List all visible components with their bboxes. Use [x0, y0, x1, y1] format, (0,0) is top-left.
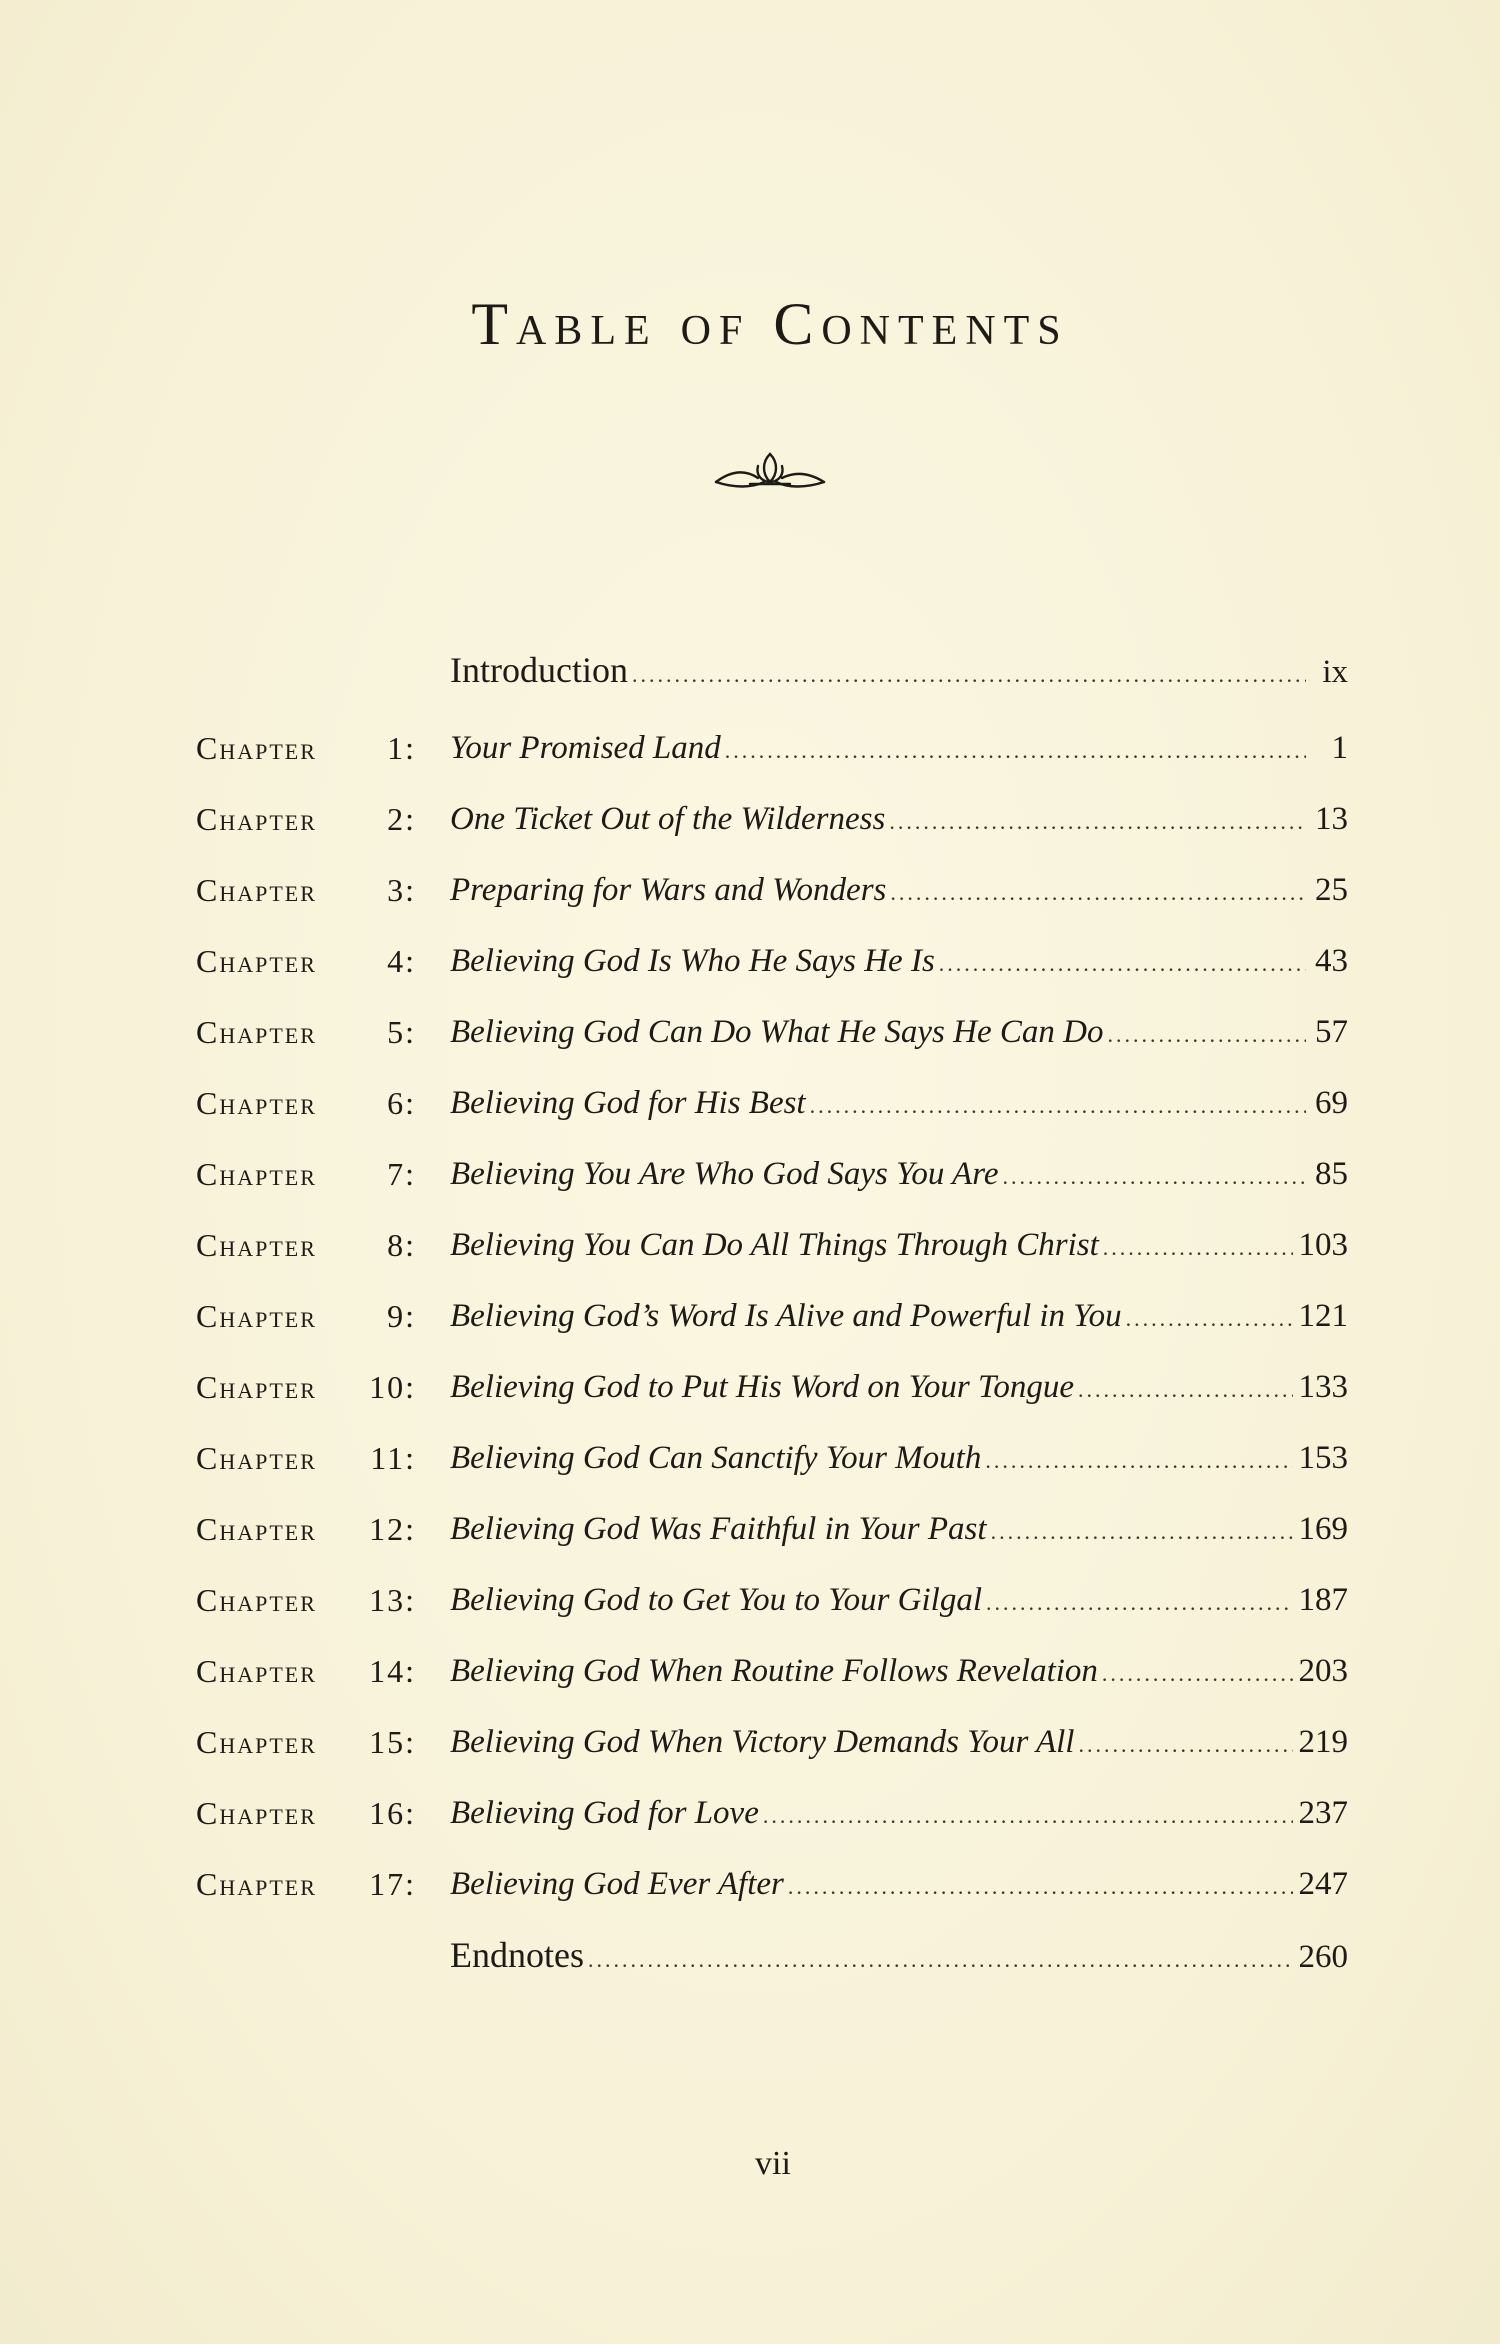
chapter-word: Chapter	[196, 1724, 317, 1760]
toc-entry	[450, 1570, 1348, 1633]
chapter-number: 8:	[387, 1227, 416, 1263]
chapter-word: Chapter	[196, 1298, 317, 1334]
chapter-word: Chapter	[196, 1369, 317, 1405]
chapter-word: Chapter	[196, 1653, 317, 1689]
page-title: Table of Contents	[471, 291, 1069, 357]
toc-row	[0, 931, 1500, 991]
entry-page-number: 69	[1315, 1085, 1348, 1121]
entry-title: Believing God Can Sanctify Your Mouth	[450, 1440, 982, 1476]
toc-entry	[450, 1925, 1348, 1990]
toc-entry	[450, 931, 1348, 994]
entry-title: Believing God When Victory Demands Your All	[450, 1724, 1075, 1760]
toc-entry	[450, 789, 1348, 852]
chapter-number: 1:	[387, 730, 416, 766]
chapter-label	[196, 1570, 416, 1630]
dot-leader	[1078, 1715, 1292, 1775]
entry-title: Believing You Are Who God Says You Are	[450, 1156, 999, 1192]
entry-page-number: 237	[1298, 1795, 1348, 1831]
entry-page-number: 25	[1315, 872, 1348, 908]
chapter-number: 16:	[369, 1795, 416, 1831]
entry-title: Believing God to Put His Word on Your Tongue	[450, 1369, 1074, 1405]
entry-page-number: 219	[1298, 1724, 1348, 1760]
entry-title: Believing You Can Do All Things Through Christ	[450, 1227, 1099, 1263]
chapter-word: Chapter	[196, 1156, 317, 1192]
chapter-label	[196, 1286, 416, 1346]
entry-page-number: 1	[1331, 730, 1348, 766]
toc-row	[0, 1002, 1500, 1062]
chapter-number: 9:	[387, 1298, 416, 1334]
entry-page-number: 187	[1298, 1582, 1348, 1618]
chapter-label	[196, 860, 416, 920]
entry-title: Believing God Is Who He Says He Is	[450, 943, 935, 979]
toc-row	[0, 1499, 1500, 1559]
toc-entry	[450, 1144, 1348, 1207]
toc-row	[0, 1712, 1500, 1772]
toc-entry	[450, 1073, 1348, 1136]
entry-page-number: 85	[1315, 1156, 1348, 1192]
lotus-flourish-ornament-icon	[712, 448, 828, 492]
toc-entry	[450, 1854, 1348, 1917]
dot-leader	[725, 721, 1306, 781]
page-number: vii	[755, 2145, 791, 2182]
chapter-number: 17:	[369, 1866, 416, 1902]
chapter-label	[196, 718, 416, 778]
toc-row	[0, 718, 1500, 778]
dot-leader	[1102, 1644, 1293, 1704]
entry-page-number: 43	[1315, 943, 1348, 979]
entry-title: Your Promised Land	[450, 730, 721, 766]
dot-leader	[632, 645, 1306, 705]
chapter-label	[196, 931, 416, 991]
toc-entry	[450, 1499, 1348, 1562]
chapter-word: Chapter	[196, 872, 317, 908]
dot-leader	[991, 1502, 1293, 1562]
chapter-label	[196, 1499, 416, 1559]
entry-title: Believing God for Love	[450, 1795, 759, 1831]
entry-title: Believing God to Get You to Your Gilgal	[450, 1582, 982, 1618]
chapter-label	[196, 1641, 416, 1701]
chapter-label	[196, 1783, 416, 1843]
chapter-label	[196, 1144, 416, 1204]
toc-entry	[450, 1641, 1348, 1704]
toc-row	[0, 1357, 1500, 1417]
entry-title: Preparing for Wars and Wonders	[450, 872, 887, 908]
toc-entry	[450, 640, 1348, 705]
toc-entry	[450, 718, 1348, 781]
chapter-word: Chapter	[196, 943, 317, 979]
chapter-word: Chapter	[196, 1085, 317, 1121]
entry-title: One Ticket Out of the Wilderness	[450, 801, 886, 837]
dot-leader	[1002, 1147, 1306, 1207]
dot-leader	[1126, 1289, 1293, 1349]
dot-leader	[985, 1431, 1292, 1491]
dot-leader	[890, 863, 1306, 923]
entry-title: Introduction	[450, 650, 628, 690]
chapter-number: 2:	[387, 801, 416, 837]
chapter-label	[196, 789, 416, 849]
chapter-word: Chapter	[196, 801, 317, 837]
entry-page-number: 121	[1298, 1298, 1348, 1334]
entry-page-number: 57	[1315, 1014, 1348, 1050]
chapter-word: Chapter	[196, 1227, 317, 1263]
chapter-label	[196, 1712, 416, 1772]
entry-page-number: 133	[1298, 1369, 1348, 1405]
toc-entry	[450, 1712, 1348, 1775]
entry-title: Endnotes	[450, 1935, 584, 1975]
chapter-word: Chapter	[196, 1014, 317, 1050]
toc-row	[0, 1286, 1500, 1346]
toc-entry	[450, 1286, 1348, 1349]
chapter-number: 3:	[387, 872, 416, 908]
toc-entry	[450, 1002, 1348, 1065]
dot-leader	[1078, 1360, 1293, 1420]
toc-row	[0, 860, 1500, 920]
chapter-number: 7:	[387, 1156, 416, 1192]
toc-entry	[450, 1783, 1348, 1846]
toc-row	[0, 1428, 1500, 1488]
chapter-number: 12:	[369, 1511, 416, 1547]
entry-title: Believing God’s Word Is Alive and Powerful in You	[450, 1298, 1122, 1334]
chapter-label	[196, 1428, 416, 1488]
toc-row	[0, 1783, 1500, 1843]
entry-page-number: ix	[1322, 654, 1348, 690]
chapter-label	[196, 1854, 416, 1914]
dot-leader	[939, 934, 1306, 994]
entry-title: Believing God Can Do What He Says He Can Do	[450, 1014, 1104, 1050]
chapter-word: Chapter	[196, 1795, 317, 1831]
toc-entry	[450, 1428, 1348, 1491]
chapter-number: 4:	[387, 943, 416, 979]
chapter-word: Chapter	[196, 1440, 317, 1476]
entry-title: Believing God for His Best	[450, 1085, 806, 1121]
chapter-number: 11:	[370, 1440, 416, 1476]
entry-title: Believing God When Routine Follows Revelation	[450, 1653, 1098, 1689]
chapter-number: 5:	[387, 1014, 416, 1050]
chapter-word: Chapter	[196, 730, 317, 766]
chapter-word: Chapter	[196, 1511, 317, 1547]
toc-row	[0, 1570, 1500, 1630]
toc-row	[0, 1925, 1500, 1985]
chapter-number: 6:	[387, 1085, 416, 1121]
dot-leader	[986, 1573, 1293, 1633]
toc-row	[0, 1215, 1500, 1275]
entry-title: Believing God Was Faithful in Your Past	[450, 1511, 987, 1547]
dot-leader	[588, 1930, 1293, 1990]
dot-leader	[788, 1857, 1293, 1917]
entry-page-number: 247	[1298, 1866, 1348, 1902]
toc-entry	[450, 1357, 1348, 1420]
chapter-number: 10:	[369, 1369, 416, 1405]
dot-leader	[1107, 1005, 1306, 1065]
chapter-word: Chapter	[196, 1582, 317, 1618]
entry-page-number: 153	[1298, 1440, 1348, 1476]
toc-row	[0, 1854, 1500, 1914]
toc-row	[0, 789, 1500, 849]
dot-leader	[763, 1786, 1293, 1846]
toc-row	[0, 1073, 1500, 1133]
dot-leader	[810, 1076, 1306, 1136]
toc-entry	[450, 860, 1348, 923]
toc-row	[0, 640, 1500, 700]
chapter-label	[196, 1002, 416, 1062]
entry-page-number: 13	[1315, 801, 1348, 837]
chapter-number: 13:	[369, 1582, 416, 1618]
chapter-label	[196, 1357, 416, 1417]
chapter-number: 14:	[369, 1653, 416, 1689]
chapter-word: Chapter	[196, 1866, 317, 1902]
chapter-number: 15:	[369, 1724, 416, 1760]
dot-leader	[1103, 1218, 1293, 1278]
entry-title: Believing God Ever After	[450, 1866, 784, 1902]
entry-page-number: 260	[1298, 1939, 1348, 1975]
toc-row	[0, 1641, 1500, 1701]
entry-page-number: 203	[1298, 1653, 1348, 1689]
entry-page-number: 103	[1298, 1227, 1348, 1263]
dot-leader	[889, 792, 1306, 852]
chapter-label	[196, 1073, 416, 1133]
toc-row	[0, 1144, 1500, 1204]
toc-entry	[450, 1215, 1348, 1278]
chapter-label	[196, 1215, 416, 1275]
entry-page-number: 169	[1298, 1511, 1348, 1547]
